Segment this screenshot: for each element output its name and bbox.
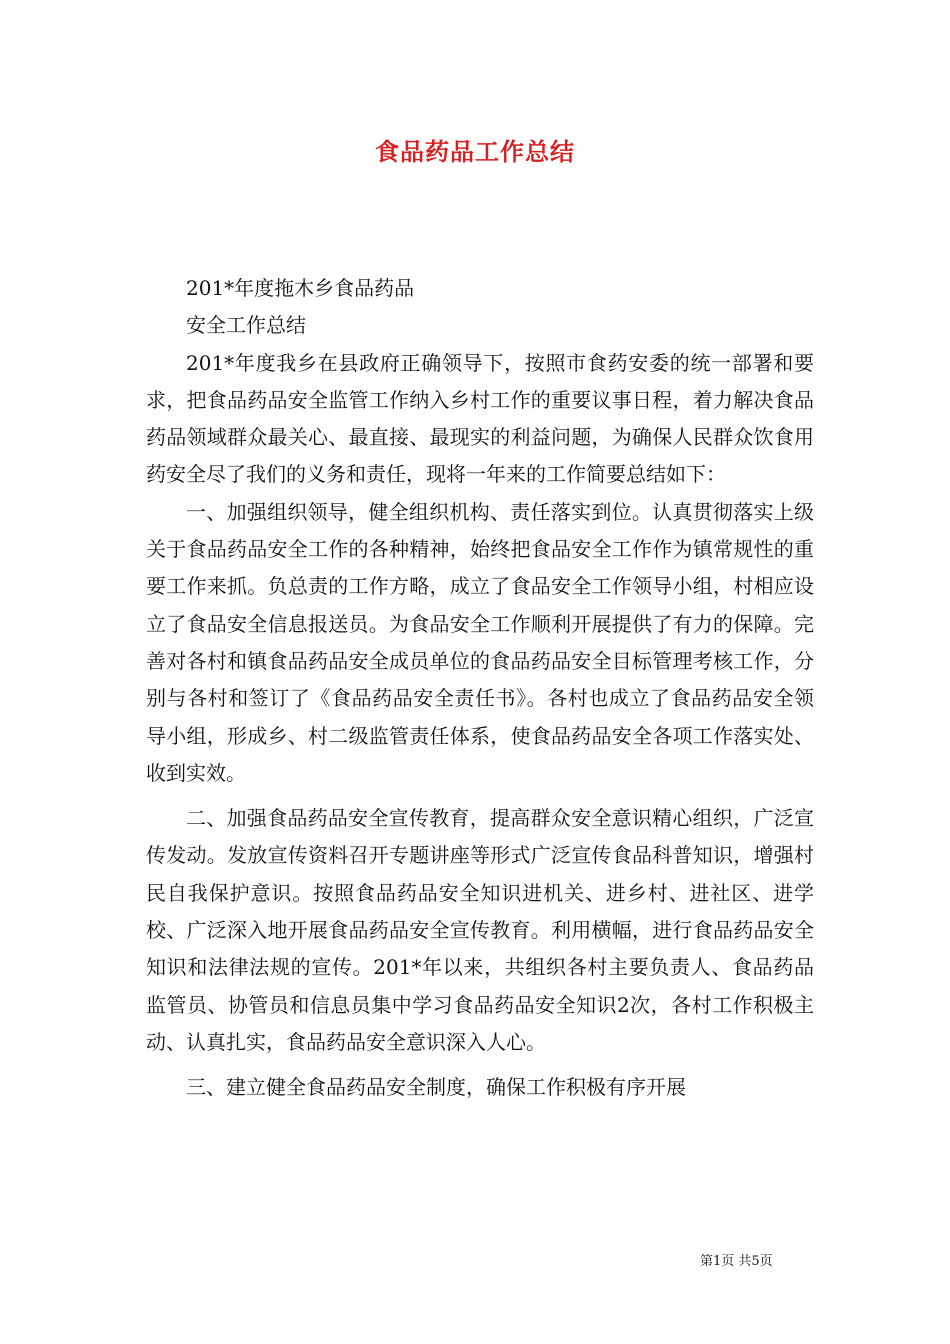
document-title: 食品药品工作总结	[375, 137, 575, 166]
page-number-footer: 第1页 共5页	[700, 1254, 773, 1269]
paragraph-intro: 201*年度我乡在县政府正确领导下，按照市食药安委的统一部署和要求，把食品药品安全监管工作纳入乡村工作的重要议事日程，着力解决食品药品领域群众最关心、最直接、最现实的利益问题，为确保人民群众饮食用药安全尽了我们的义务和责任，现将一年来的工作简要总结如下：	[146, 350, 814, 487]
paragraph-heading-line-2: 安全工作总结	[186, 313, 306, 338]
paragraph-section-3: 三、建立健全食品药品安全制度，确保工作积极有序开展	[186, 1075, 686, 1100]
paragraph-section-1: 一、加强组织领导，健全组织机构、责任落实到位。认真贯彻落实上级关于食品药品安全工作的各种精神，始终把食品安全工作作为镇常规性的重要工作来抓。负总责的工作方略，成立了食品安全工作领导小组，村相应设立了食品安全信息报送员。为食品安全工作顺利开展提供了有力的保障。完善对各村和镇食品药品安全成员单位的食品药品安全目标管理考核工作，分别与各村和签订了《食品药品安全责任书》。各村也成立了食品药品安全领导小组，形成乡、村二级监管责任体系，使食品药品安全各项工作落实处、收到实效。	[146, 499, 814, 785]
document-body	[146, 270, 814, 1107]
paragraph-heading-line-1: 201*年度拖木乡食品药品	[186, 276, 415, 300]
paragraph-section-2: 二、加强食品药品安全宣传教育，提高群众安全意识精心组织，广泛宣传发动。发放宣传资料召开专题讲座等形式广泛宣传食品科普知识，增强村民自我保护意识。按照食品药品安全知识进机关、进乡村、进社区、进学校、广泛深入地开展食品药品安全宣传教育。利用横幅，进行食品药品安全知识和法律法规的宣传。201*年以来，共组织各村主要负责人、食品药品监管员、协管员和信息员集中学习食品药品安全知识2次，各村工作积极主动、认真扎实，食品药品安全意识深入人心。	[146, 806, 814, 1054]
